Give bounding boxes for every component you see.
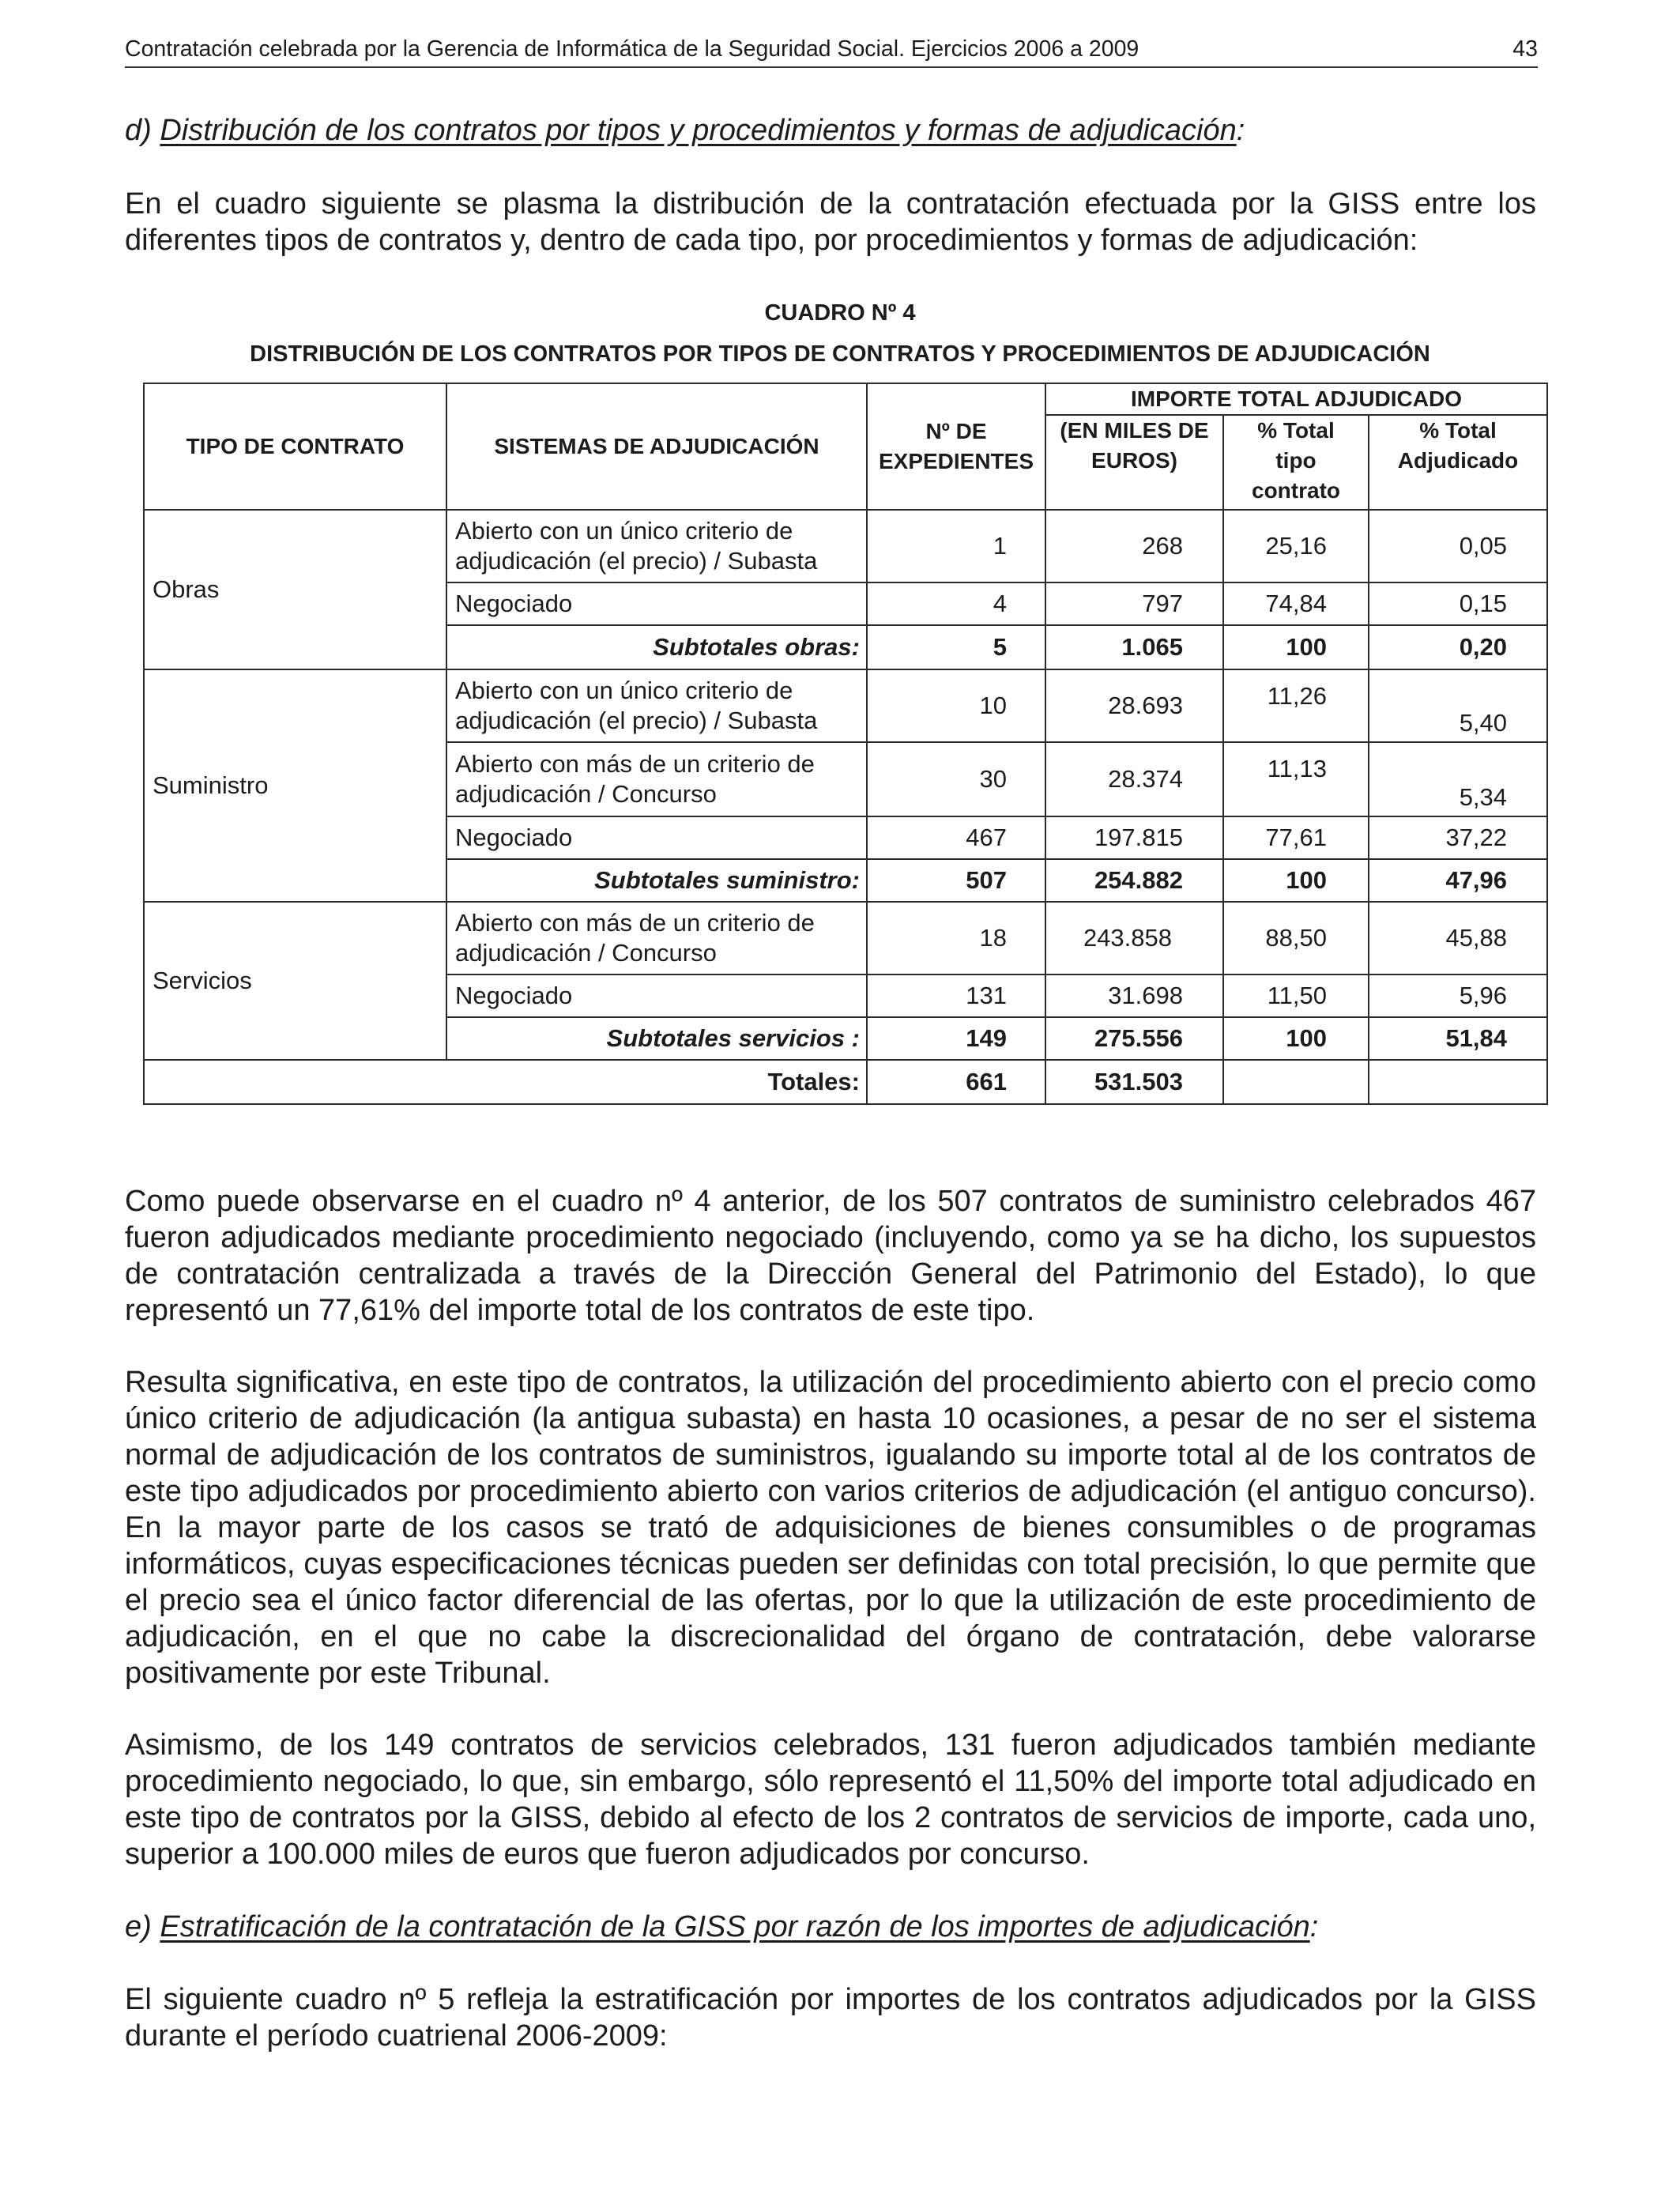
header-expedientes-line1: Nº DE	[925, 419, 987, 443]
expedientes-cell: 18	[867, 902, 1045, 974]
totals-empty-cell	[1223, 1060, 1369, 1104]
importe-cell: 268	[1045, 510, 1223, 582]
subtotal-label: Subtotales servicios :	[446, 1017, 867, 1060]
sistema-cell	[446, 510, 867, 582]
expedientes-cell: 4	[867, 582, 1045, 625]
expedientes-cell: 30	[867, 742, 1045, 816]
importe-cell: 1.065	[1045, 625, 1223, 669]
running-title: Contratación celebrada por la Gerencia de Informática de la Seguridad Social. Ejercicios 2006 a 2009	[125, 36, 1139, 62]
pct-adj-cell: 0,05	[1369, 510, 1547, 582]
header-pct-adj-line2: Adjudicado	[1397, 448, 1519, 473]
totals-empty-cell	[1369, 1060, 1547, 1104]
paragraph-1: Como puede observarse en el cuadro nº 4 anterior, de los 507 contratos de suministro celebrados 467 fueron adjudicados mediante procedimiento negociado (incluyendo, como ya se ha dicho, los supuestos de contratación centralizada a través de la Dirección General del Patrimonio del Estado), lo que representó un 77,61% del importe total de los contratos de este tipo.	[125, 1185, 1536, 1327]
table-row	[144, 902, 1547, 974]
pct-tipo-cell: 77,61	[1223, 816, 1369, 859]
pct-adj-cell: 47,96	[1369, 859, 1547, 902]
page-number: 43	[1512, 36, 1538, 62]
header-importe-group: IMPORTE TOTAL ADJUDICADO	[1045, 383, 1547, 415]
sistema-line: Abierto con un único criterio de	[455, 677, 793, 704]
section-e-letter: e)	[125, 1910, 152, 1943]
paragraph-3: Asimismo, de los 149 contratos de servicios celebrados, 131 fueron adjudicados también mediante procedimiento negociado, lo que, sin embargo, sólo representó el 11,50% del importe total adjudicado en este tipo de contratos por la GISS, debido al efecto de los 2 contratos de servicios de importe, cada uno, superior a 100.000 miles de euros que fueron adjudicados por concurso.	[125, 1728, 1536, 1871]
pct-adj-cell: 5,34	[1369, 742, 1547, 816]
expedientes-cell: 467	[867, 816, 1045, 859]
expedientes-cell: 1	[867, 510, 1045, 582]
sistema-cell	[446, 742, 867, 816]
pct-adj-cell: 5,96	[1369, 974, 1547, 1017]
table-title: DISTRIBUCIÓN DE LOS CONTRATOS POR TIPOS DE CONTRATOS Y PROCEDIMIENTOS DE ADJUDICACIÓN	[250, 341, 1430, 367]
totals-expedientes: 661	[867, 1060, 1045, 1104]
header-pct-adj-line1: % Total	[1419, 418, 1497, 443]
sistema-line: adjudicación / Concurso	[455, 780, 717, 808]
importe-cell: 254.882	[1045, 859, 1223, 902]
type-suministro: Suministro	[144, 669, 446, 902]
pct-tipo-cell: 11,13	[1223, 742, 1369, 816]
section-d-title: Distribución de los contratos por tipos y procedimientos y formas de adjudicación	[160, 114, 1237, 147]
importe-cell: 28.693	[1045, 669, 1223, 742]
pct-tipo-cell: 88,50	[1223, 902, 1369, 974]
type-obras: Obras	[144, 510, 446, 669]
header-sistemas: SISTEMAS DE ADJUDICACIÓN	[446, 383, 867, 510]
section-d-colon: :	[1236, 114, 1245, 147]
expedientes-cell: 149	[867, 1017, 1045, 1060]
totals-label: Totales:	[144, 1060, 867, 1104]
importe-cell: 797	[1045, 582, 1223, 625]
sistema-line: adjudicación (el precio) / Subasta	[455, 547, 818, 575]
section-d-letter: d)	[125, 114, 152, 147]
expedientes-cell: 507	[867, 859, 1045, 902]
importe-cell: 275.556	[1045, 1017, 1223, 1060]
section-e-colon: :	[1309, 1910, 1319, 1943]
sistema-line: Abierto con un único criterio de	[455, 517, 793, 545]
header-row-1	[144, 383, 1547, 415]
sistema-line: Abierto con más de un criterio de	[455, 909, 815, 937]
totals-importe: 531.503	[1045, 1060, 1223, 1104]
header-pct-tipo-line1: % Total	[1257, 418, 1335, 443]
header-miles-line2: EUROS)	[1091, 448, 1177, 473]
header-expedientes-line2: EXPEDIENTES	[878, 449, 1034, 473]
header-miles	[1045, 415, 1223, 510]
header-expedientes	[867, 383, 1045, 510]
header-pct-tipo-line3: contrato	[1252, 478, 1340, 503]
pct-tipo-cell: 11,50	[1223, 974, 1369, 1017]
pct-adj-cell: 37,22	[1369, 816, 1547, 859]
pct-tipo-cell: 11,26	[1223, 669, 1369, 742]
pct-tipo-cell: 100	[1223, 1017, 1369, 1060]
totals-row	[144, 1060, 1547, 1104]
sistema-cell: Negociado	[446, 582, 867, 625]
header-pct-adj	[1369, 415, 1547, 510]
expedientes-cell: 131	[867, 974, 1045, 1017]
section-e-heading	[125, 1909, 1539, 1945]
intro-paragraph: En el cuadro siguiente se plasma la distribución de la contratación efectuada por la GISS entre los diferentes tipos de contratos y, dentro de cada tipo, por procedimientos y formas de adjudicación:	[125, 187, 1536, 257]
pct-tipo-cell: 100	[1223, 859, 1369, 902]
subtotal-label: Subtotales obras:	[446, 625, 867, 669]
page-header	[125, 32, 1538, 68]
contracts-table	[143, 383, 1548, 1105]
header-miles-line1: (EN MILES DE	[1060, 418, 1209, 443]
pct-adj-cell: 51,84	[1369, 1017, 1547, 1060]
table-caption: CUADRO Nº 4	[764, 300, 916, 326]
closing-paragraph: El siguiente cuadro nº 5 refleja la estratificación por importes de los contratos adjudicados por la GISS durante el período cuatrienal 2006-2009:	[125, 1983, 1536, 2053]
importe-cell: 31.698	[1045, 974, 1223, 1017]
sistema-line: adjudicación / Concurso	[455, 939, 717, 967]
header-tipo: TIPO DE CONTRATO	[144, 383, 446, 510]
pct-adj-cell: 0,20	[1369, 625, 1547, 669]
pct-adj-cell: 5,40	[1369, 669, 1547, 742]
sistema-line: adjudicación (el precio) / Subasta	[455, 707, 818, 734]
section-d-heading	[125, 112, 1539, 149]
subtotal-label: Subtotales suministro:	[446, 859, 867, 902]
section-e-title: Estratificación de la contratación de la GISS por razón de los importes de adjudicación	[160, 1910, 1310, 1943]
sistema-cell	[446, 902, 867, 974]
pct-tipo-cell: 74,84	[1223, 582, 1369, 625]
sistema-cell	[446, 669, 867, 742]
pct-tipo-cell: 100	[1223, 625, 1369, 669]
sistema-cell: Negociado	[446, 974, 867, 1017]
header-pct-tipo	[1223, 415, 1369, 510]
paragraph-2: Resulta significativa, en este tipo de contratos, la utilización del procedimiento abierto con el precio como único criterio de adjudicación (la antigua subasta) en hasta 10 ocasiones, a pesar de no ser el sistema normal de adjudicación de los contratos de suministros, igualando su importe total al de los contratos de este tipo adjudicados por procedimiento abierto con varios criterios de adjudicación (el antiguo concurso). En la mayor parte de los casos se trató de adquisiciones de bienes consumibles o de programas informáticos, cuyas especificaciones técnicas pueden ser definidas con total precisión, lo que permite que el precio sea el único factor diferencial de las ofertas, por lo que la utilización de este procedimiento de adjudicación, en el que no cabe la discrecionalidad del órgano de contratación, debe valorarse positivamente por este Tribunal.	[125, 1366, 1536, 1690]
table-row	[144, 669, 1547, 742]
pct-tipo-cell: 25,16	[1223, 510, 1369, 582]
sistema-cell: Negociado	[446, 816, 867, 859]
expedientes-cell: 10	[867, 669, 1045, 742]
importe-cell: 243.858	[1045, 902, 1223, 974]
expedientes-cell: 5	[867, 625, 1045, 669]
sistema-line: Abierto con más de un criterio de	[455, 750, 815, 778]
pct-adj-cell: 45,88	[1369, 902, 1547, 974]
importe-cell: 28.374	[1045, 742, 1223, 816]
header-pct-tipo-line2: tipo	[1275, 448, 1317, 473]
type-servicios: Servicios	[144, 902, 446, 1060]
table-row	[144, 510, 1547, 582]
pct-adj-cell: 0,15	[1369, 582, 1547, 625]
importe-cell: 197.815	[1045, 816, 1223, 859]
